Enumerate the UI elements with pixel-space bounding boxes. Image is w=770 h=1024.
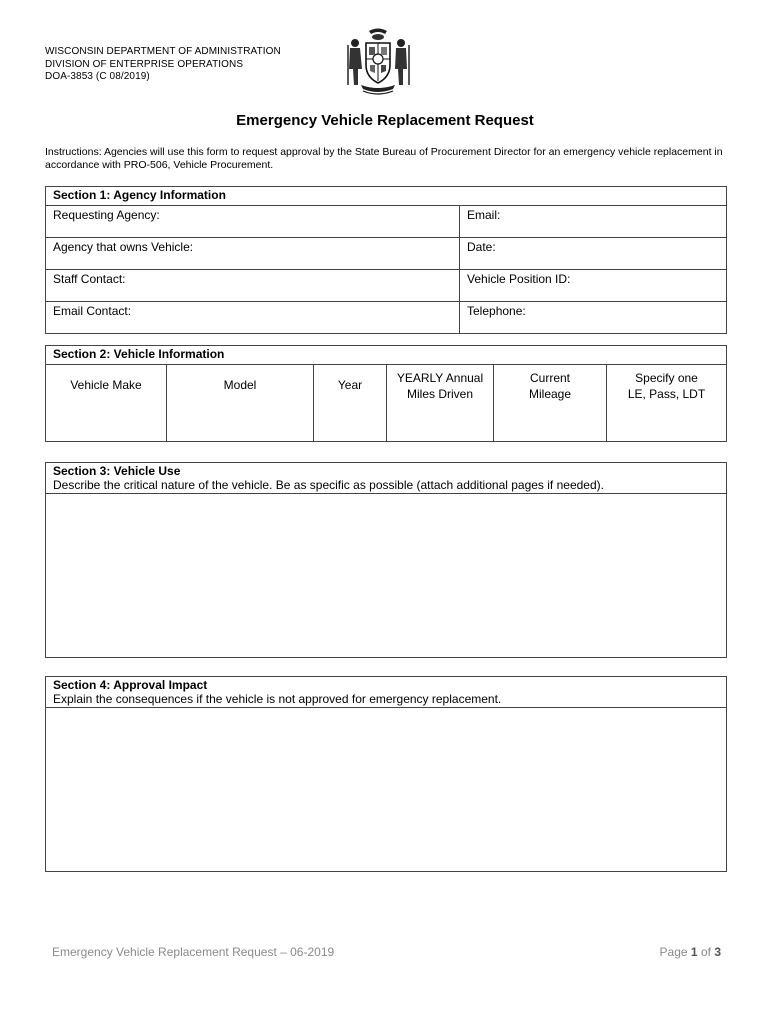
column-header: LE, Pass, LDT (627, 387, 706, 401)
section-4-heading: Section 4: Approval Impact (53, 678, 208, 692)
section-3-heading: Section 3: Vehicle Use (53, 464, 181, 478)
footer-form-name: Emergency Vehicle Replacement Request – 06-2019 (52, 945, 335, 959)
wisconsin-state-seal-icon (343, 25, 413, 97)
section-4-header (46, 677, 727, 708)
instructions-text: Instructions: Agencies will use this form to request approval by the State Bureau of Procurement Director for an emergency vehicle replacement in accordance with PRO-506, Vehicle Procurement. (45, 146, 723, 171)
section-3-description: Describe the critical nature of the vehicle. Be as specific as possible (attach additional pages if needed). (53, 478, 604, 492)
vehicle-position-id-field[interactable]: Vehicle Position ID: (460, 270, 727, 302)
column-header: Specify one (635, 371, 698, 385)
page-word: Page (659, 945, 688, 959)
section-4-approval-impact (45, 676, 727, 872)
section-3-header (46, 463, 727, 494)
section-3-vehicle-use (45, 462, 727, 658)
header-line-department: WISCONSIN DEPARTMENT OF ADMINISTRATION (45, 46, 281, 57)
approval-impact-text-area[interactable] (46, 708, 727, 872)
footer-page-number (660, 945, 721, 959)
vehicle-class-cell[interactable] (607, 365, 727, 442)
total-pages: 3 (714, 945, 721, 959)
section-4-description: Explain the consequences if the vehicle is not approved for emergency replacement. (53, 692, 502, 706)
vehicle-use-text-area[interactable] (46, 494, 727, 658)
telephone-field[interactable]: Telephone: (460, 302, 727, 334)
annual-miles-cell[interactable] (387, 365, 494, 442)
agency-header (45, 46, 281, 84)
column-header: Mileage (528, 387, 572, 401)
email-contact-field[interactable]: Email Contact: (46, 302, 460, 334)
date-field[interactable]: Date: (460, 238, 727, 270)
model-cell[interactable] (167, 365, 314, 442)
section-2-vehicle-information (45, 345, 727, 442)
column-header: Model (223, 378, 257, 392)
email-field[interactable]: Email: (460, 206, 727, 238)
vehicle-make-cell[interactable] (46, 365, 167, 442)
staff-contact-field[interactable]: Staff Contact: (46, 270, 460, 302)
column-header: Current (529, 371, 570, 385)
current-page: 1 (690, 945, 698, 959)
section-1-heading: Section 1: Agency Information (46, 187, 727, 206)
requesting-agency-field[interactable]: Requesting Agency: (46, 206, 460, 238)
column-header: YEARLY Annual (396, 371, 484, 385)
year-cell[interactable] (314, 365, 387, 442)
header-line-form-number: DOA-3853 (C 08/2019) (45, 71, 150, 82)
header-line-division: DIVISION OF ENTERPRISE OPERATIONS (45, 58, 244, 70)
column-header: Miles Driven (406, 387, 473, 401)
of-word: of (700, 945, 711, 959)
section-2-heading: Section 2: Vehicle Information (46, 346, 727, 365)
form-title: Emergency Vehicle Replacement Request (236, 112, 534, 129)
current-mileage-cell[interactable] (494, 365, 607, 442)
column-header: Vehicle Make (70, 378, 142, 392)
owning-agency-field[interactable]: Agency that owns Vehicle: (46, 238, 460, 270)
section-1-agency-information (45, 186, 727, 334)
column-header: Year (337, 378, 363, 392)
